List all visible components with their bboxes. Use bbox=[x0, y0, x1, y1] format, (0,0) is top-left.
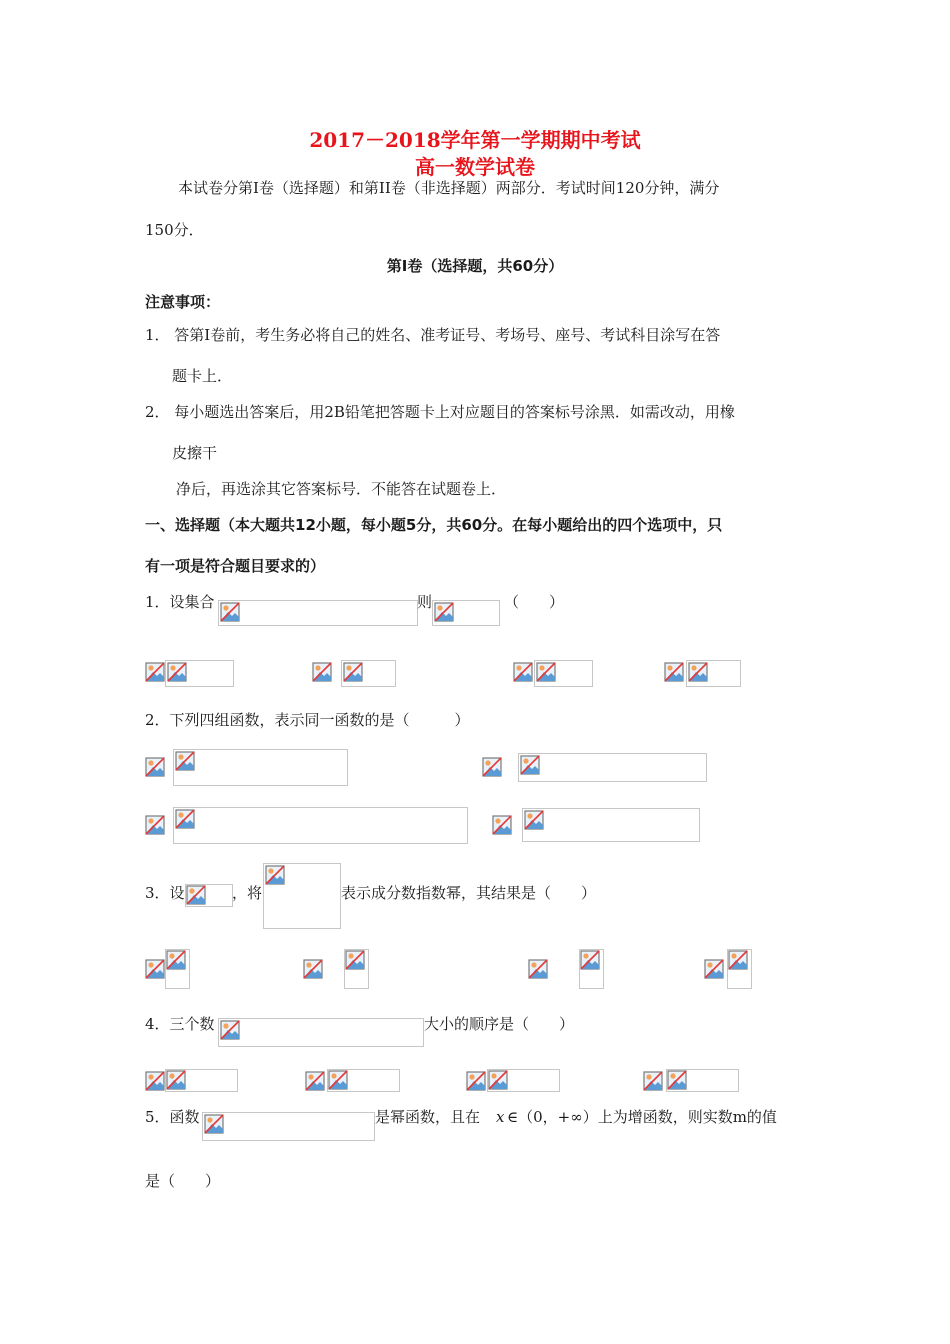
notes-item2-line1: 2． 每小题选出答案后，用2B铅笔把答题卡上对应题目的答案标号涂黑．如需改动，用橡 bbox=[145, 403, 735, 421]
notes-item1-line2: 题卡上． bbox=[172, 367, 233, 385]
broken-image-icon bbox=[166, 1070, 186, 1090]
q5-text-b: 是幂函数，且在 bbox=[375, 1108, 481, 1126]
intro-line1: 本试卷分第Ⅰ卷（选择题）和第II卷（非选择题）两部分．考试时间120分钟，满分 bbox=[178, 179, 720, 197]
q1-formula-set bbox=[218, 600, 418, 626]
q5-variable: x bbox=[496, 1108, 505, 1126]
q1-text-a: 1．设集合 bbox=[145, 593, 215, 611]
q4-text-a: 4．三个数 bbox=[145, 1015, 215, 1033]
broken-image-icon bbox=[524, 810, 544, 830]
broken-image-icon bbox=[305, 1071, 325, 1091]
section-title: 第Ⅰ卷（选择题，共60分） bbox=[386, 257, 564, 275]
q5-formula-function bbox=[202, 1112, 375, 1141]
broken-image-icon bbox=[186, 885, 206, 905]
q3-text-c: 表示成分数指数幂，其结果是（ ） bbox=[341, 884, 597, 902]
q3-text-a: 3．设 bbox=[145, 884, 185, 902]
broken-image-icon bbox=[520, 755, 540, 775]
notes-item1-line1: 1． 答第Ⅰ卷前，考生务必将自己的姓名、准考证号、考场号、座号、考试科目涂写在答 bbox=[145, 326, 721, 344]
broken-image-icon bbox=[312, 662, 332, 682]
part1-heading-line1: 一、选择题（本大题共12小题，每小题5分，共60分。在每小题给出的四个选项中，只 bbox=[145, 516, 723, 534]
notes-heading: 注意事项： bbox=[145, 293, 221, 311]
broken-image-icon bbox=[688, 662, 708, 682]
broken-image-icon bbox=[343, 662, 363, 682]
broken-image-icon bbox=[728, 950, 748, 970]
broken-image-icon bbox=[580, 950, 600, 970]
broken-image-icon bbox=[488, 1070, 508, 1090]
q4-formula-numbers bbox=[218, 1018, 424, 1047]
q5-text-a: 5．函数 bbox=[145, 1108, 200, 1126]
q1-text-b: 则 bbox=[417, 593, 433, 611]
broken-image-icon bbox=[328, 1070, 348, 1090]
q4-text-b: 大小的顺序是（ ） bbox=[424, 1015, 575, 1033]
broken-image-icon bbox=[482, 757, 502, 777]
q2-option-b bbox=[518, 753, 707, 782]
broken-image-icon bbox=[664, 662, 684, 682]
broken-image-icon bbox=[166, 950, 186, 970]
broken-image-icon bbox=[434, 602, 454, 622]
broken-image-icon bbox=[643, 1071, 663, 1091]
broken-image-icon bbox=[175, 809, 195, 829]
q1-text-c: （ ） bbox=[504, 593, 565, 611]
part1-heading-line2: 有一项是符合题目要求的） bbox=[145, 557, 326, 575]
broken-image-icon bbox=[145, 1071, 165, 1091]
broken-image-icon bbox=[492, 815, 512, 835]
exam-subtitle: 高一数学试卷 bbox=[415, 155, 535, 179]
broken-image-icon bbox=[704, 959, 724, 979]
q2-text: 2．下列四组函数，表示同一函数的是（ ） bbox=[145, 711, 470, 729]
q2-option-a bbox=[173, 749, 348, 786]
notes-item2-line2: 皮擦干 bbox=[172, 444, 218, 462]
broken-image-icon bbox=[345, 950, 365, 970]
q5-text-d: 是（ ） bbox=[145, 1172, 221, 1190]
q2-option-c bbox=[173, 807, 468, 844]
broken-image-icon bbox=[513, 662, 533, 682]
broken-image-icon bbox=[145, 815, 165, 835]
q2-option-d bbox=[522, 808, 700, 842]
q3-text-b: ，将 bbox=[232, 884, 263, 902]
broken-image-icon bbox=[220, 602, 240, 622]
broken-image-icon bbox=[145, 757, 165, 777]
intro-line2: 150分． bbox=[145, 221, 204, 239]
broken-image-icon bbox=[167, 662, 187, 682]
broken-image-icon bbox=[175, 751, 195, 771]
broken-image-icon bbox=[466, 1071, 486, 1091]
notes-item2-line3: 净后，再选涂其它答案标号．不能答在试题卷上． bbox=[176, 480, 507, 498]
broken-image-icon bbox=[265, 865, 285, 885]
broken-image-icon bbox=[303, 959, 323, 979]
broken-image-icon bbox=[204, 1114, 224, 1134]
broken-image-icon bbox=[528, 959, 548, 979]
broken-image-icon bbox=[145, 959, 165, 979]
broken-image-icon bbox=[145, 662, 165, 682]
q5-text-c: ∈（0，+∞）上为增函数，则实数m的值 bbox=[507, 1108, 777, 1126]
broken-image-icon bbox=[220, 1020, 240, 1040]
broken-image-icon bbox=[667, 1070, 687, 1090]
broken-image-icon bbox=[536, 662, 556, 682]
exam-title: 2017－2018学年第一学期期中考试 bbox=[309, 128, 641, 152]
